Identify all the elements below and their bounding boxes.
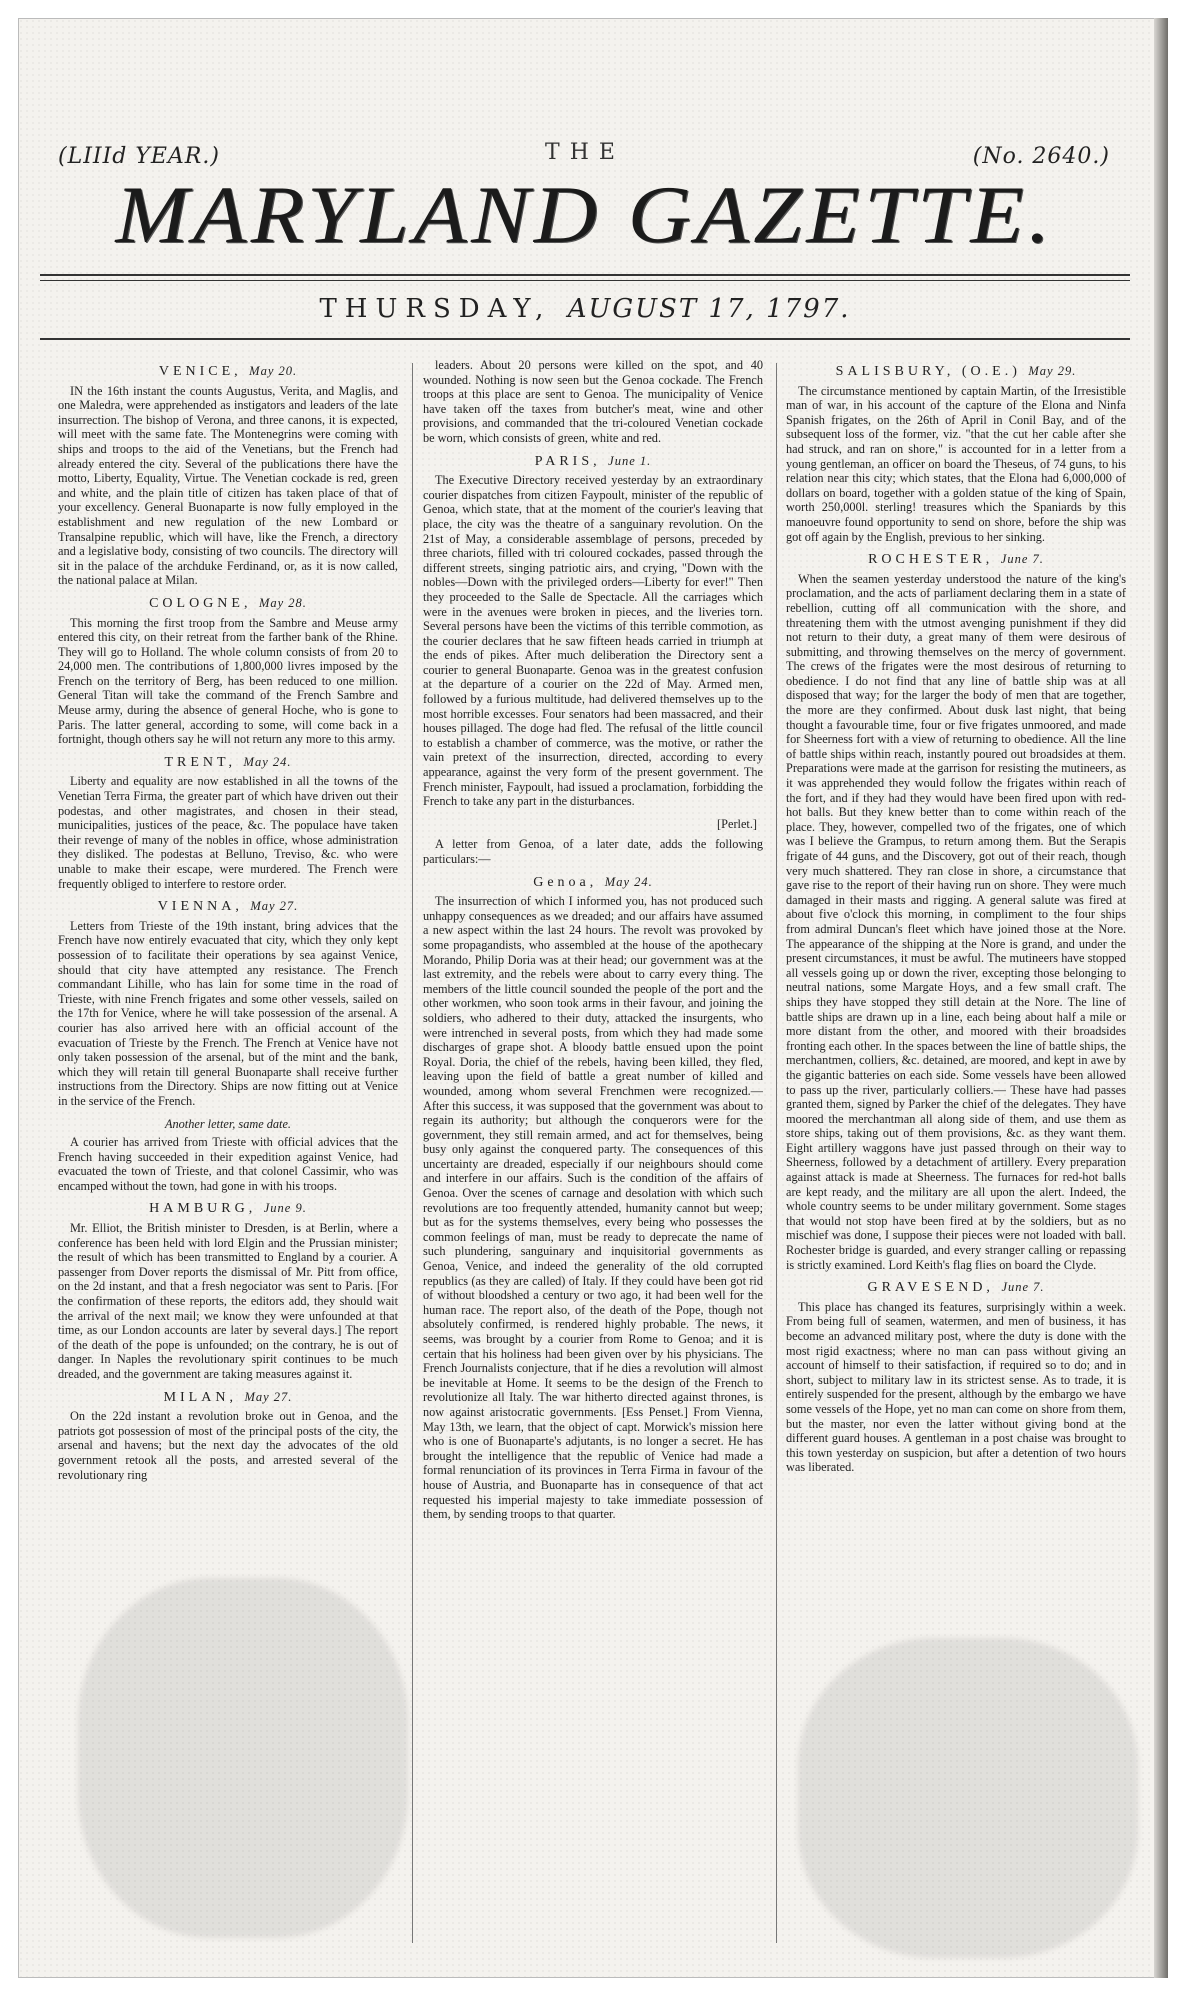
article — [58, 899, 398, 1108]
dateline-date: May 27. — [244, 1389, 293, 1404]
article — [58, 1390, 398, 1483]
article — [423, 817, 763, 867]
article — [58, 755, 398, 891]
dateline-date: June 7. — [1001, 1280, 1045, 1295]
article — [423, 454, 763, 809]
dateline-place: PARIS, — [534, 453, 601, 469]
article-dateline — [423, 875, 763, 891]
article-dateline — [58, 1201, 398, 1217]
article — [58, 596, 398, 747]
dateline-date: June 1. — [608, 453, 652, 468]
dateline-place: Genoa, — [533, 874, 598, 890]
article — [786, 1280, 1126, 1475]
article — [786, 552, 1126, 1272]
newspaper-page — [18, 18, 1168, 1978]
article-body: A letter from Genoa, of a later date, adds the following particulars:— — [423, 837, 763, 866]
column-rule-2 — [776, 363, 777, 1943]
article-dateline — [58, 755, 398, 771]
article-body: Liberty and equality are now established in all the towns of the Venetian Terra Firma, the greater part of which have driven out their podestas, and other magistrates, and chosen in their stead, municipalities, justices of the peace, &c. The populace have taken their revenge of many of the nobles in office, whose administration they disliked. The podestas at Belluno, Treviso, &c. who were unable to make their escape, were murdered. The French were frequently obliged to interfere to restore order. — [58, 774, 398, 891]
article-source: [Perlet.] — [717, 816, 757, 831]
article-dateline — [58, 1390, 398, 1406]
article-body: The insurrection of which I informed you, has not produced such unhappy consequences as we dreaded; and our affairs have assumed a new aspect within the last 24 hours. The revolt was provoked by some propagandists, who assembled at the house of the apothecary Morando, Philip Doria was at their head; our government was at the last extremity, and the rebels were about to carry every thing. The members of the little council sounded the people of the port and the other workmen, who soon took arms in their favour, and joining the soldiers, who adhered to their duty, attacked the insurgents, who were intrenched in several posts, from which they had made some discharges of grape shot. A bloody battle ensued upon the point Royal. Doria, the chief of the rebels, having been killed, they fled, leaving upon the field of battle a great number of killed and wounded, among whom several Frenchmen were recognized.—After this success, it was supposed that the government was about to regain its authority; but although the conquerors were for the government, they still remain armed, and act for themselves, being busy only against the conquered party. The consequences of this uncertainty are dreaded, especially if our neighbours should come and interfere in our affairs. Such is the condition of the affairs of Genoa. Over the scenes of carnage and desolation with which such revolutions are too frequently attended, humanity cannot but weep; but as for the systems themselves, every being who possesses the common feelings of man, must be ready to deprecate the name of such plundering, sanguinary and inquisitorial governments as Genoa, Venice, and indeed the generality of the old corrupted republics (as they are called) of Italy. If they could have been got rid of without bloodshed a century or two ago, it had been well for the human race. The report also, of the death of the Pope, though not absolutely confirmed, is rendered highly probable. The news, it seems, was brought by a courier from Rome to Genoa; and it is certain that his holiness had been given over by his physicians. The French Journalists conjecture, that if he dies a revolution will almost be inevitable at Home. It seems to be the design of the French to revolutionize all Italy. The war hitherto directed against thrones, is now against aristocratic governments. [Ess Penset.] From Vienna, May 13th, we learn, that the object of capt. Morwick's mission here who is one of Buonaparte's adjutants, is no longer a secret. He has brought the intelligence that the republic of Venice had made a formal renunciation of its provinces in Terra Firma in favour of the house of Austria, and Buonaparte has in consequence of that act requested his imperial majesty to take immediate possession of them, by sending troops to that quarter. — [423, 894, 763, 1522]
column-2 — [423, 358, 763, 1958]
article-dateline — [786, 364, 1126, 380]
article-dateline — [58, 596, 398, 612]
dateline-place: ROCHESTER, — [868, 552, 994, 568]
article-dateline — [423, 454, 763, 470]
article-body: Letters from Trieste of the 19th instant, bring advices that the French have now entirely evacuated that city, which they only kept possession of to facilitate their operations by sea against Venice, should that city have attempted any resistance. The French commandant Lihille, who has lain for some time in the road of Trieste, with nine French frigates and some other vessels, sailed on the 17th for Venice, where he will take possession of the arsenal. A courier has also arrived here with an official account of the evacuation of Trieste by the French. The French at Venice have not only taken possession of the arsenal, but of the mint and the bank, which they will retain till general Buonaparte shall receive further instructions from the Directory. Ships are now fitting out at Venice in the service of the French. — [58, 918, 398, 1108]
column-rule-1 — [412, 363, 413, 1943]
dateline-date: May 29. — [1028, 364, 1077, 378]
article-subheading: Another letter, same date. — [164, 1116, 292, 1131]
column-3 — [786, 358, 1126, 1958]
dateline-place: GRAVESEND, — [867, 1280, 994, 1296]
issue-date: AUGUST 17, 1797. — [567, 294, 851, 324]
article-body: Mr. Elliot, the British minister to Dresden, is at Berlin, where a conference has been held with lord Elgin and the Prussian minister; the result of which has been transmitted to England by a courier. A passenger from Dover reports the dismissal of Mr. Pitt from office, on the 2d instant, and that a fresh negociator was sent to Paris. [For the confirmation of these reports, the editors add, they should wait the arrival of the next mail; we know they were unfounded at that time, as our London accounts are later by several days.] The report of the death of the pope is unfounded; on the contrary, he is out of danger. In Naples the revolutionary spirit continues to be much dreaded, and the government are taking measures against it. — [58, 1221, 398, 1381]
article-dateline — [58, 364, 398, 380]
issue-dateline — [40, 294, 1130, 324]
article — [423, 875, 763, 1522]
dateline-date: June 9. — [263, 1201, 307, 1216]
dateline-place: TRENT, — [164, 754, 237, 770]
article-dateline — [786, 552, 1126, 568]
dateline-date: May 27. — [250, 899, 299, 914]
masthead — [40, 104, 1130, 354]
masthead-rule-thin — [40, 280, 1130, 281]
dateline-date: June 7. — [1000, 552, 1044, 567]
dateline-date: May 24. — [604, 874, 653, 889]
page-edge-shadow — [1154, 18, 1168, 1978]
volume-year: (LIIId YEAR.) — [58, 144, 220, 169]
issue-day: THURSDAY, — [319, 294, 552, 324]
dateline-date: May 20. — [249, 364, 298, 378]
dateline-place: VIENNA, — [157, 899, 243, 915]
article-body: The Executive Directory received yesterday by an extraordinary courier dispatches from citizen Faypoult, minister of the republic of Genoa, which state, that at the moment of the courier's leaving that place, the city was the theatre of a sanguinary revolution. On the 21st of May, a considerable assemblage of persons, preceded by three chariots, filled with tri coloured cockades, passed through the different streets, singing patriotic airs, and crying, "Down with the nobles—Down with the privileged orders—Liberty for ever!" Then they proceeded to the Salle de Spectacle. All the carriages which were in the avenues were broken in pieces, and the liveries torn. Several persons have been the victims of this terrible commotion, as the courier declares that he saw fifteen heads carried in triumph at the ends of pikes. After much deliberation the Directory sent a courier to general Buonaparte. Genoa was in the greatest confusion at the departure of a courier on the 22d of May. Armed men, followed by a furious multitude, had delivered themselves up to the most horrible excesses. Four senators had been massacred, and their houses pillaged. The doge had fled. The refusal of the little council to establish a chamber of commerce, was the motive, or rather the vain pretext of the insurrection, directed, according to every appearance, against the very form of the present government. The French minister, Faypoult, had issued a proclamation, forbidding the French to take any part in the disturbances. — [423, 473, 763, 809]
masthead-rule-top — [40, 274, 1130, 276]
article-dateline — [58, 899, 398, 915]
newspaper-title: MARYLAND GAZETTE. — [115, 169, 1055, 260]
article-body: IN the 16th instant the counts Augustus, Verita, and Maglis, and one Maledra, were apprehended as instigators and leaders of the late insurrection. The bishop of Verona, and three canons, it is expected, will meet with the same fate. The Montenegrins were coming with ships and troops to the aid of the Venetians, but the French had already entered the city. Several of the publications there have the motto, Liberty, Equality, Virtue. The Venetian cockade is red, green and white, and the plain title of citizen has taken place of that of your excellency. General Buonaparte is now fully employed in the establishment and new regulation of the new Lombard or Transalpine republic, which will have, like the French, a directory and a legislative body, consisting of two councils. The directory will sit in the palace of the archduke Ferdinand, or, as it is now called, the national palace at Milan. — [58, 383, 398, 588]
article — [786, 364, 1126, 544]
article-body: A courier has arrived from Trieste with official advices that the French having succeeded in their expedition against Venice, had evacuated the town of Trieste, and that colonel Cassimir, who was encamped without the town, had gone in with his troops. — [58, 1135, 398, 1193]
article — [58, 1201, 398, 1381]
article-body: leaders. About 20 persons were killed on the spot, and 40 wounded. Nothing is now seen but the Genoa cockade. The French troops at this place are sent to Genoa. The municipality of Venice have taken off the taxes from butcher's meat, wine and other provisions, and commanded that the tri-coloured Venetian cockade be worn, which consists of green, white and red. — [423, 358, 763, 445]
article-body: When the seamen yesterday understood the nature of the king's proclamation, and the acts of parliament declaring them in a state of rebellion, cutting off all communication with the shore, and threatening them with the utmost avenging punishment if they did not return to their duty, a great many of them were desirous of submitting, and throwing themselves on the mercy of government. The crews of the frigates were the most desirous of returning to obedience. I do not find that any line of battle ship was at all disposed that way; for the larger the body of men that are together, the more are they confirmed. About dusk last night, that being thought a favourable time, four or five frigates unmoored, and made for Sheerness fort with a view of returning to obedience. All the line of battle ships within reach, instantly poured out broadsides at them. Preparations were made at the garrison for resisting the mutineers, as it was apprehended they would follow the frigates within reach of the fort, and if they had they would have been fired upon with red-hot balls. But they knew better than to come within reach of the place. They, however, compelled two of the frigates, one of which was I believe the Grampus, to return among them. But the Serapis frigate of 44 guns, and the Discovery, got out of their reach, though very much shattered. They ran close in shore, a circumstance that gave rise to the report of their having run on shore. They were much damaged in their masts and rigging. A general salute was fired at about five o'clock this morning, in compliment to the four ships from admiral Duncan's fleet which have joined those at the Nore. The appearance of the shipping at the Nore is grand, and under the present circumstances, it must be awful. The mutineers have stopped all vessels going up or down the river, excepting those belonging to neutral nations, some Margate Hoys, and a few small craft. The ships they have stopped they still detain at the Nore. The line of battle ships are drawn up in a line, each being about half a mile or more distant from the other, and moored with their broadsides fronting each other. In the spaces between the line of battle ships, the merchantmen, colliers, &c. detained, are moored, and kept in awe by the gigantic batteries on each side. Some vessels have been allowed to pass up the river, particularly colliers.— These have had passes granted them, signed by Parker the chief of the delegates. They have moored the merchantman all along side of them, and use them as store ships, taking out of them provisions, &c. as they want them. Eight artillery waggons have just passed through on their way to Sheerness, followed by a detachment of artillery. Every preparation against attack is made at Sheerness. The furnaces for red-hot balls are kept ready, and the military are all upon the alert. Indeed, the whole country seems to be under military government. Some stages that would not stop have been fired at by the soldiers, but as no mischief was done, I suppose their pieces were not loaded with ball. Rochester bridge is guarded, and every stranger calling or repassing is strictly examined. Lord Keith's flag flies on board the Clyde. — [786, 571, 1126, 1272]
dateline-date: May 28. — [258, 595, 307, 610]
article-body: The circumstance mentioned by captain Martin, of the Irresistible man of war, in his account of the capture of the Elona and Ninfa Spanish frigates, on the 26th of April in Conil Bay, and of the subsequent loss of the former, viz. "that the cut her cable after she had struck, and ran on shore," is accounted for in a letter from a young gentleman, an officer on board the Theseus, of 74 guns, to his relation near this city; which states, that the Elona had 6,000,000 of dollars on board, together with a golden statue of the king of Spain, worth 250,000l. sterling! treasures which the Spaniards by this manoeuvre found opportunity to send on shore, before the ship was got off again by the English, previous to her sinking. — [786, 383, 1126, 544]
dateline-place: COLOGNE, — [149, 595, 252, 611]
article-body: This place has changed its features, surprisingly within a week. From being full of seamen, watermen, and men of business, it has become an advanced military post, where the duty is done with the most rigid exactness; where no man can pass without giving an account of himself to their satisfaction, if required so to do; and in short, subject to military law in its strictest sense. As to trade, it is entirely suspended for the present, although by the embargo we have some vessels of the Hope, yet no man can come on shore from them, but the master, nor even the latter without giving bond at the different guard houses. A gentleman in a post chaise was brought to this town yesterday on suspicion, but after a detention of two hours was liberated. — [786, 1299, 1126, 1475]
dateline-place: MILAN, — [163, 1389, 237, 1405]
masthead-rule-bottom — [40, 338, 1130, 340]
article — [423, 358, 763, 446]
article — [58, 1117, 398, 1194]
issue-number: (No. 2640.) — [972, 144, 1110, 169]
article-body: This morning the first troop from the Sambre and Meuse army entered this city, on their retreat from the farther bank of the Rhine. They will go to Holland. The whole column consists of from 20 to 24,000 men. The contributions of 1,800,000 livres imposed by the French on the territory of Berg, has been reduced to one million. General Titan will take the command of the French Sambre and Meuse army, during the absence of general Hoche, who is gone to Paris. The latter general, according to some, will come back in a fortnight, though others say he will not return any more to this army. — [58, 615, 398, 747]
masthead-the: THE — [545, 140, 625, 165]
article-dateline — [786, 1280, 1126, 1296]
article — [58, 364, 398, 588]
dateline-date: May 24. — [243, 754, 292, 769]
dateline-place: HAMBURG, — [149, 1201, 257, 1217]
column-1 — [58, 358, 398, 1958]
article-body: On the 22d instant a revolution broke out in Genoa, and the patriots got possession of most of the principal posts of the city, the arsenal and havens; but the next day the advocates of the old government retook all the posts, and arrested several of the revolutionary ring — [58, 1409, 398, 1482]
dateline-place: VENICE, — [158, 364, 242, 379]
dateline-place: SALISBURY, (O.E.) — [835, 364, 1021, 379]
